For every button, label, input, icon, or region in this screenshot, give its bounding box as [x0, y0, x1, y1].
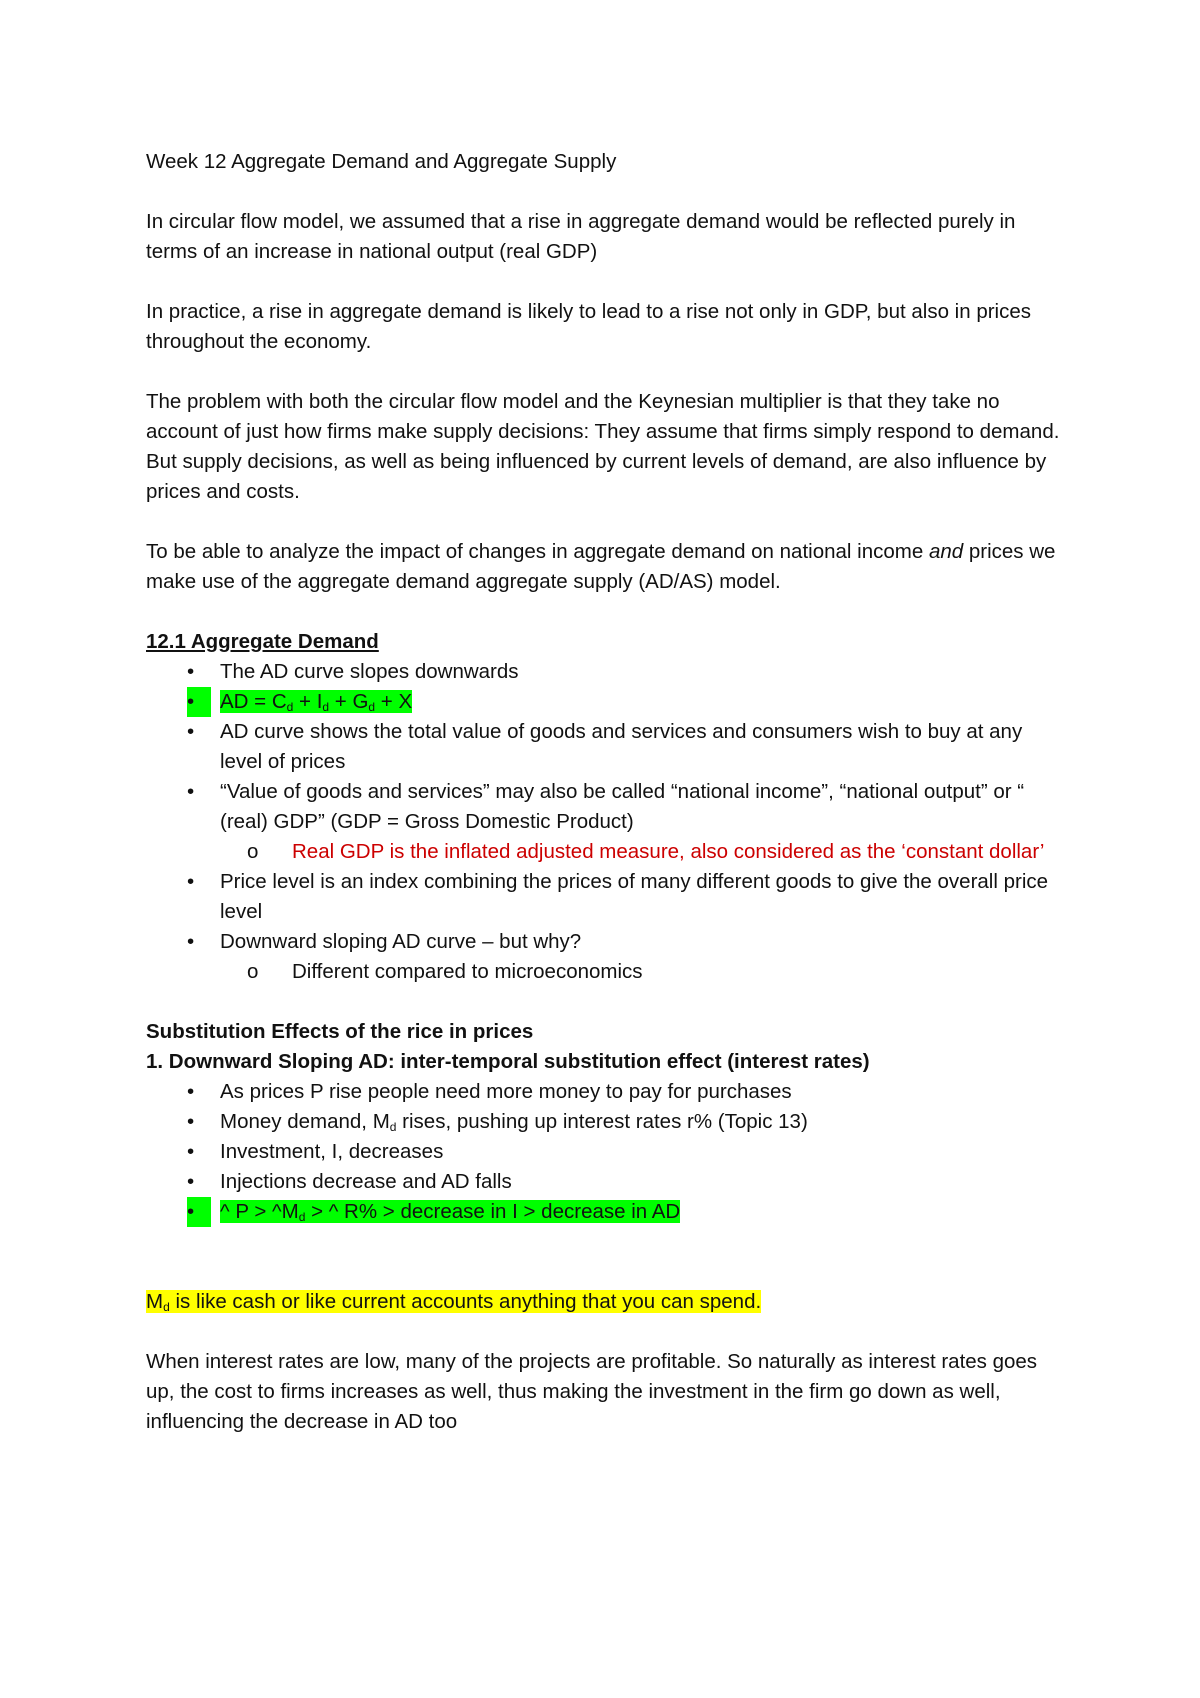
- paragraph-problem: The problem with both the circular flow model and the Keynesian multiplier is that they take no account of just how firms make supply decisions: They assume that firms simply respond to demand. But supply decisions, as well as being influenced by current levels of demand, are also influence by prices and costs.: [146, 390, 1060, 503]
- list-item-text: Investment, I, decreases: [220, 1140, 444, 1163]
- paragraph-closing: When interest rates are low, many of the projects are profitable. So naturally as interest rates goes up, the cost to firms increases as well, thus making the investment in the firm go down as well, influencing the decrease in AD too: [146, 1350, 1038, 1433]
- list-item-text: “Value of goods and services” may also be called “national income”, “national output” or “ (real) GDP” (GDP = Gross Domestic Product): [220, 780, 1025, 833]
- list-item-text-start: Money demand, M: [220, 1110, 390, 1133]
- section-subheading-downward-sloping: 1. Downward Sloping AD: inter-temporal substitution effect (interest rates): [146, 1050, 870, 1073]
- list-item-text: Downward sloping AD curve – but why?: [220, 930, 582, 953]
- formula-text: + X: [375, 690, 413, 713]
- paragraph-analyze-italic: and: [928, 540, 964, 563]
- list-item: [146, 867, 1066, 927]
- aggregate-demand-list: [146, 657, 1066, 987]
- formula-text: > ^ R% > decrease in I > decrease in AD: [305, 1200, 681, 1223]
- list-item-text: Injections decrease and AD falls: [220, 1170, 512, 1193]
- list-item-text: Price level is an index combining the prices of many different goods to give the overall price level: [220, 870, 1049, 923]
- list-item-text: AD curve shows the total value of goods and services and consumers wish to buy at any level of prices: [220, 720, 1023, 773]
- md-note: [146, 1287, 1066, 1317]
- list-item: [146, 1077, 1066, 1107]
- bullet-icon: •: [187, 1197, 211, 1227]
- list-item-text: As prices P rise people need more money to pay for purchases: [220, 1080, 792, 1103]
- formula-text: + G: [329, 690, 369, 713]
- subscript: d: [389, 1120, 397, 1134]
- list-item: [146, 1137, 1066, 1167]
- list-item: [146, 927, 1066, 957]
- document-title: Week 12 Aggregate Demand and Aggregate Supply: [146, 150, 617, 173]
- list-item: [146, 777, 1066, 837]
- circle-bullet-icon: o: [247, 960, 259, 983]
- chain-formula: [220, 1200, 680, 1223]
- sub-list-item-text: Different compared to microeconomics: [292, 960, 643, 983]
- circle-bullet-icon: o: [247, 840, 259, 863]
- list-item: [146, 1167, 1066, 1197]
- paragraph-circular-flow: In circular flow model, we assumed that a rise in aggregate demand would be reflected purely in terms of an increase in national output (real GDP): [146, 210, 1016, 263]
- formula-text: + I: [293, 690, 323, 713]
- bullet-icon: •: [187, 1170, 195, 1193]
- document-page: [146, 147, 1066, 1437]
- list-item: [146, 657, 1066, 687]
- bullet-icon: •: [187, 1140, 195, 1163]
- bullet-icon: •: [187, 720, 195, 743]
- formula-subscript: d: [322, 700, 330, 714]
- list-item-text-end: rises, pushing up interest rates r% (Topic 13): [396, 1110, 808, 1133]
- substitution-list: [146, 1077, 1066, 1227]
- section-heading-aggregate-demand: 12.1 Aggregate Demand: [146, 630, 379, 653]
- section-heading-substitution: Substitution Effects of the rice in prices: [146, 1020, 534, 1043]
- sub-list-item: [146, 957, 1066, 987]
- list-item: [146, 1197, 1066, 1227]
- bullet-icon: •: [187, 870, 195, 893]
- list-item: [146, 1107, 1066, 1137]
- formula-text: ^ P > ^M: [220, 1200, 299, 1223]
- formula-subscript: d: [368, 700, 376, 714]
- bullet-icon: •: [187, 1110, 195, 1133]
- paragraph-analyze-start: To be able to analyze the impact of changes in aggregate demand on national income: [146, 540, 929, 563]
- paragraph-analyze: [146, 537, 1066, 597]
- list-item-text: The AD curve slopes downwards: [220, 660, 519, 683]
- md-note-subscript: d: [163, 1300, 170, 1314]
- list-item: [146, 717, 1066, 777]
- formula-text: AD = C: [220, 690, 287, 713]
- sub-list-item: [146, 837, 1066, 867]
- bullet-icon: •: [187, 780, 195, 803]
- bullet-icon: •: [187, 930, 195, 953]
- sub-list-item-text: Real GDP is the inflated adjusted measure, also considered as the ‘constant dollar’: [292, 840, 1045, 863]
- paragraph-in-practice: In practice, a rise in aggregate demand is likely to lead to a rise not only in GDP, but also in prices throughout the economy.: [146, 300, 1032, 353]
- md-note-highlight: [146, 1290, 761, 1313]
- md-note-end: is like cash or like current accounts anything that you can spend.: [169, 1290, 762, 1313]
- md-note-start: M: [146, 1290, 164, 1313]
- bullet-icon: •: [187, 1080, 195, 1103]
- list-item-text: [220, 1110, 808, 1133]
- bullet-icon: •: [187, 687, 211, 717]
- formula-subscript: d: [298, 1210, 306, 1224]
- list-item: [146, 687, 1066, 717]
- ad-formula: [220, 690, 412, 713]
- paragraph-analyze-end: prices we make use of the aggregate demand aggregate supply (AD/AS) model.: [146, 540, 1056, 593]
- bullet-icon: •: [187, 660, 195, 683]
- formula-subscript: d: [286, 700, 294, 714]
